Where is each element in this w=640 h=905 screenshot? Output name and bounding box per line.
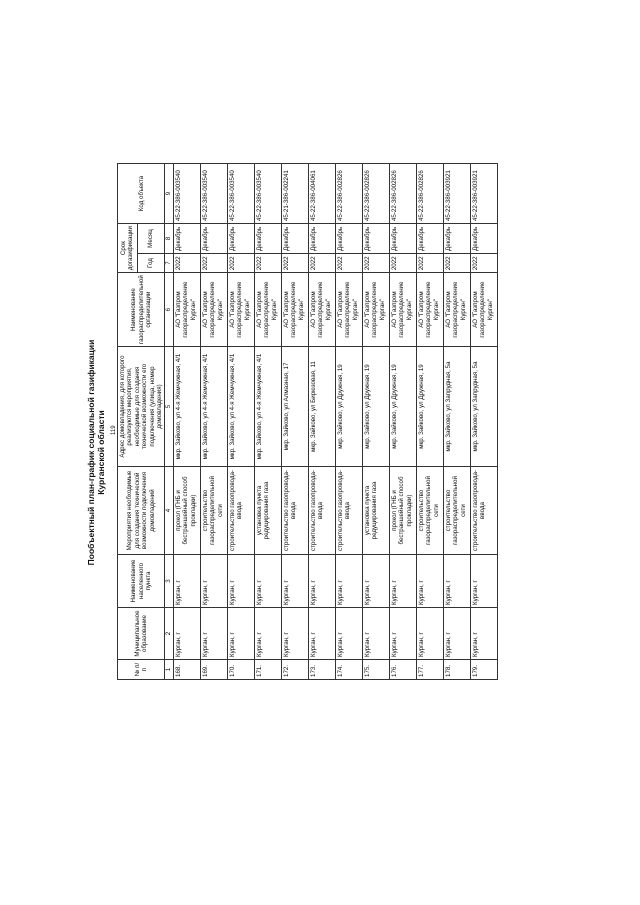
settlement-cell: Курган, г xyxy=(470,555,497,608)
col-index: 1 xyxy=(165,660,173,680)
row-num: 168. xyxy=(173,660,200,680)
measure-cell: строительство газопровода-ввода xyxy=(227,467,254,555)
month-cell: Декабрь xyxy=(200,224,227,254)
address-cell: мкр. Зайково, ул 4-я Жемчужная, 4/1 xyxy=(200,347,227,467)
settlement-cell: Курган, г xyxy=(227,555,254,608)
month-cell: Декабрь xyxy=(173,224,200,254)
municipality-cell: Курган, г xyxy=(470,608,497,660)
org-cell: АО "Газпром газораспределение Курган" xyxy=(254,273,281,347)
year-cell: 2022 xyxy=(254,253,281,272)
settlement-cell: Курган, г xyxy=(200,555,227,608)
measure-cell: строительство газопровода-ввода xyxy=(470,467,497,555)
measure-cell: строительство газопровода-ввода xyxy=(308,467,335,555)
measure-cell: строительство газораспределительной сети xyxy=(443,467,470,555)
year-cell: 2022 xyxy=(335,253,362,272)
object-code-cell: 45-22-386-003540 xyxy=(173,164,200,224)
org-cell: АО "Газпром газораспределение Курган" xyxy=(416,273,443,347)
row-num: 169. xyxy=(200,660,227,680)
row-num: 176. xyxy=(389,660,416,680)
table-row xyxy=(470,164,497,680)
year-cell: 2022 xyxy=(362,253,389,272)
object-code-cell: 45-22-386-002826 xyxy=(389,164,416,224)
org-cell: АО "Газпром газораспределение Курган" xyxy=(308,273,335,347)
month-cell: Декабрь xyxy=(362,224,389,254)
object-code-cell: 45-22-386-002826 xyxy=(335,164,362,224)
row-num: 179. xyxy=(470,660,497,680)
settlement-cell: Курган, г xyxy=(389,555,416,608)
object-code-cell: 45-22-386-003540 xyxy=(254,164,281,224)
table-row xyxy=(416,164,443,680)
settlement-cell: Курган, г xyxy=(308,555,335,608)
month-cell: Декабрь xyxy=(389,224,416,254)
row-num: 175. xyxy=(362,660,389,680)
object-code-cell: 45-22-386-004061 xyxy=(308,164,335,224)
document-title: Пообъектный план-график социальной газификации xyxy=(86,339,96,566)
col-index: 3 xyxy=(165,555,173,608)
municipality-cell: Курган, г xyxy=(443,608,470,660)
table-row xyxy=(200,164,227,680)
row-num: 174. xyxy=(335,660,362,680)
settlement-cell: Курган, г xyxy=(254,555,281,608)
measure-cell: строительство газораспределительной сети xyxy=(416,467,443,555)
year-cell: 2022 xyxy=(200,253,227,272)
address-cell: мкр. Зайково, ул 4-я Жемчужная, 4/1 xyxy=(173,347,200,467)
object-code-cell: 45-22-386-003921 xyxy=(443,164,470,224)
object-code-cell: 45-21-386-002241 xyxy=(281,164,308,224)
year-cell: 2022 xyxy=(443,253,470,272)
month-cell: Декабрь xyxy=(470,224,497,254)
municipality-cell: Курган, г xyxy=(200,608,227,660)
measure-cell: установка пункта редуцирования газа xyxy=(362,467,389,555)
org-cell: АО "Газпром газораспределение Курган" xyxy=(335,273,362,347)
table-row xyxy=(281,164,308,680)
table-row xyxy=(335,164,362,680)
object-code-cell: 45-22-386-002826 xyxy=(416,164,443,224)
month-cell: Декабрь xyxy=(254,224,281,254)
header-month: Месяц xyxy=(137,224,165,254)
header-term: Срок догазификации xyxy=(118,224,138,273)
address-cell: мкр. Зайково, ул Запрудная, 5а xyxy=(443,347,470,467)
row-num: 172. xyxy=(281,660,308,680)
table-row xyxy=(389,164,416,680)
org-cell: АО "Газпром газораспределение Курган" xyxy=(200,273,227,347)
object-code-cell: 45-22-386-003921 xyxy=(470,164,497,224)
row-num: 171. xyxy=(254,660,281,680)
municipality-cell: Курган, г xyxy=(281,608,308,660)
table-row xyxy=(362,164,389,680)
col-index: 5 xyxy=(165,347,173,467)
settlement-cell: Курган, г xyxy=(416,555,443,608)
col-index: 8 xyxy=(165,224,173,254)
col-index: 4 xyxy=(165,467,173,555)
settlement-cell: Курган, г xyxy=(281,555,308,608)
address-cell: мкр. Зайково, ул Алмазная, 17 xyxy=(281,347,308,467)
municipality-cell: Курган, г xyxy=(416,608,443,660)
year-cell: 2022 xyxy=(281,253,308,272)
municipality-cell: Курган, г xyxy=(308,608,335,660)
year-cell: 2022 xyxy=(308,253,335,272)
org-cell: АО "Газпром газораспределение Курган" xyxy=(389,273,416,347)
col-index: 7 xyxy=(165,253,173,272)
org-cell: АО "Газпром газораспределение Курган" xyxy=(362,273,389,347)
row-num: 170. xyxy=(227,660,254,680)
measure-cell: строительство газопровода-ввода xyxy=(335,467,362,555)
header-code: Код объекта xyxy=(118,164,165,224)
month-cell: Декабрь xyxy=(308,224,335,254)
gasification-schedule-table xyxy=(117,163,498,680)
table-row xyxy=(173,164,200,680)
settlement-cell: Курган, г xyxy=(443,555,470,608)
settlement-cell: Курган, г xyxy=(362,555,389,608)
address-cell: мкр. Зайково, ул Дружная, 19 xyxy=(389,347,416,467)
page-number: 119 xyxy=(111,425,117,435)
col-index: 6 xyxy=(165,273,173,347)
municipality-cell: Курган, г xyxy=(362,608,389,660)
row-num: 173. xyxy=(308,660,335,680)
municipality-cell: Курган, г xyxy=(254,608,281,660)
org-cell: АО "Газпром газораспределение Курган" xyxy=(227,273,254,347)
month-cell: Декабрь xyxy=(335,224,362,254)
row-num: 178. xyxy=(443,660,470,680)
month-cell: Декабрь xyxy=(416,224,443,254)
address-cell: мкр. Зайково, ул Дружная, 19 xyxy=(416,347,443,467)
municipality-cell: Курган, г xyxy=(389,608,416,660)
document-title-region: Курганской области xyxy=(96,410,106,495)
address-cell: мкр. Зайково, ул Запрудная, 5а xyxy=(470,347,497,467)
table-row xyxy=(443,164,470,680)
measure-cell: установка пункта редуцирования газа xyxy=(254,467,281,555)
object-code-cell: 45-22-386-003540 xyxy=(227,164,254,224)
org-cell: АО "Газпром газораспределение Курган" xyxy=(470,273,497,347)
address-cell: мкр. Зайково, ул Дружная, 19 xyxy=(362,347,389,467)
header-num: № п/п xyxy=(118,660,165,680)
header-settlement: Наименование населенного пункта xyxy=(118,555,165,608)
municipality-cell: Курган, г xyxy=(335,608,362,660)
year-cell: 2022 xyxy=(416,253,443,272)
measure-cell: строительство газораспределительной сети xyxy=(200,467,227,555)
column-index-row xyxy=(165,164,173,680)
org-cell: АО "Газпром газораспределение Курган" xyxy=(443,273,470,347)
row-num: 177. xyxy=(416,660,443,680)
table-row xyxy=(254,164,281,680)
col-index: 9 xyxy=(165,164,173,224)
year-cell: 2022 xyxy=(173,253,200,272)
table-row xyxy=(308,164,335,680)
measure-cell: прокол (ГНБ и бестраншейный способ прокладки) xyxy=(173,467,200,555)
year-cell: 2022 xyxy=(389,253,416,272)
measure-cell: строительство газопровода-ввода xyxy=(281,467,308,555)
header-measure: Мероприятия необходимые для создания технической возможности подключения домовладений xyxy=(118,467,165,555)
month-cell: Декабрь xyxy=(443,224,470,254)
address-cell: мкр. Зайково, ул 4-я Жемчужная, 4/1 xyxy=(254,347,281,467)
object-code-cell: 45-22-386-002826 xyxy=(362,164,389,224)
municipality-cell: Курган, г xyxy=(173,608,200,660)
table-row xyxy=(227,164,254,680)
settlement-cell: Курган, г xyxy=(173,555,200,608)
header-org: Наименование газораспределительной организации xyxy=(118,273,165,347)
year-cell: 2022 xyxy=(470,253,497,272)
address-cell: мкр. Зайково, ул Дружная, 19 xyxy=(335,347,362,467)
org-cell: АО "Газпром газораспределение Курган" xyxy=(173,273,200,347)
address-cell: мкр. Зайково, ул Бирюзовая, 11 xyxy=(308,347,335,467)
object-code-cell: 45-22-386-003540 xyxy=(200,164,227,224)
address-cell: мкр. Зайково, ул 4-я Жемчужная, 4/1 xyxy=(227,347,254,467)
header-municipality: Муниципальное образование xyxy=(118,608,165,660)
header-address: Адрес домовладения, для которого реализуются мероприятия, необходимые для создания технической возможности его подключения (улица, номер домовладения) xyxy=(118,347,165,467)
month-cell: Декабрь xyxy=(227,224,254,254)
header-year: Год xyxy=(137,253,165,272)
settlement-cell: Курган, г xyxy=(335,555,362,608)
municipality-cell: Курган, г xyxy=(227,608,254,660)
col-index: 2 xyxy=(165,608,173,660)
year-cell: 2022 xyxy=(227,253,254,272)
month-cell: Декабрь xyxy=(281,224,308,254)
measure-cell: прокол (ГНБ и бестраншейный способ прокладки) xyxy=(389,467,416,555)
org-cell: АО "Газпром газораспределение Курган" xyxy=(281,273,308,347)
